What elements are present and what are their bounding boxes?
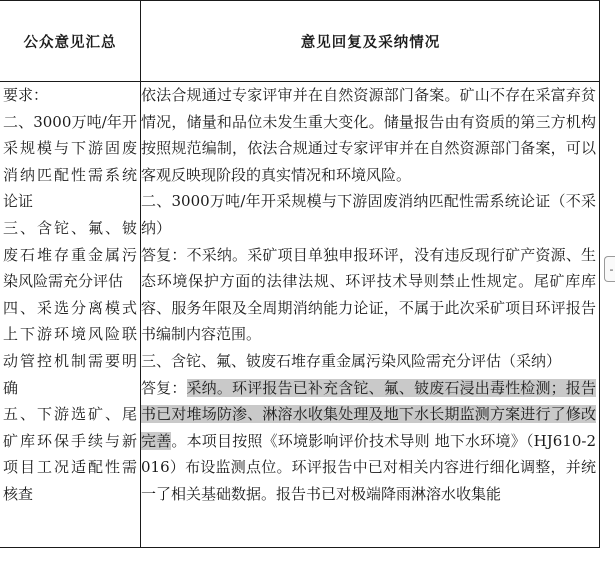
response-heading-3: 三、含铊、氟、铍废石堆存重金属污染风险需充分评估（采纳）	[141, 351, 562, 370]
response-continuation: 。本项目按照《环境影响评价技术导则 地下水环境》（HJ610-2016）布设监测点位。环评报告中已对相关内容进行细化调整，并统一了相关基础数据。报告书已对极端降雨淋溶水收集能	[141, 431, 596, 503]
response-paragraph-3	[141, 375, 596, 508]
opinion-item-3: 三、含铊、氟、铍废石堆存重金属污染风险需充分评估	[3, 218, 137, 291]
opinion-item-2: 二、3000万吨/年开采规模与下游固废消纳匹配性需系统论证	[3, 112, 137, 211]
header-public-opinions: 公众意见汇总	[23, 33, 117, 51]
response-heading-2: 二、3000万吨/年开采规模与下游固废消纳匹配性需系统论证（不采纳）	[141, 192, 596, 237]
table-header-row	[0, 1, 599, 82]
opinion-item-5: 五、下游选矿、尾矿库环保手续与新项目工况适配性需核查	[3, 405, 137, 503]
response-paragraph-1: 依法合规通过专家评审并在自然资源部门备案。矿山不存在采富弃贫情况，储量和品位未发生重大变化。储量报告由有资质的第三方机构按照规范编制，依法合规通过专家评审并在自然资源部门备案，可以客观反映现阶段的真实情况和环境风险。	[141, 86, 596, 184]
response-cell	[141, 82, 596, 508]
header-response-adoption: 意见回复及采纳情况	[300, 33, 441, 51]
response-prefix: 答复：	[141, 378, 187, 397]
public-opinions-cell	[3, 82, 137, 508]
opinion-item-4: 四、采选分离模式上下游环境风险联动管控机制需要明确	[3, 298, 137, 397]
collapse-side-tab[interactable]: -	[604, 256, 615, 282]
highlighted-text[interactable]: 采纳。环评报告已补充含铊、氟、铍废石浸出毒性检测；报告书已对堆场防渗、淋溶水收集处理及地下水长期监测方案进行了修改完善	[141, 378, 596, 450]
opinion-requirement-intro: 要求：	[3, 86, 49, 104]
response-paragraph-2: 答复：不采纳。采矿项目单独申报环评，没有违反现行矿产资源、生态环境保护方面的法律法规、环评技术导则禁止性规定。尾矿库库容、服务年限及全周期消纳能力论证，不属于此次采矿项目环评报告书编制内容范围。	[141, 245, 596, 344]
